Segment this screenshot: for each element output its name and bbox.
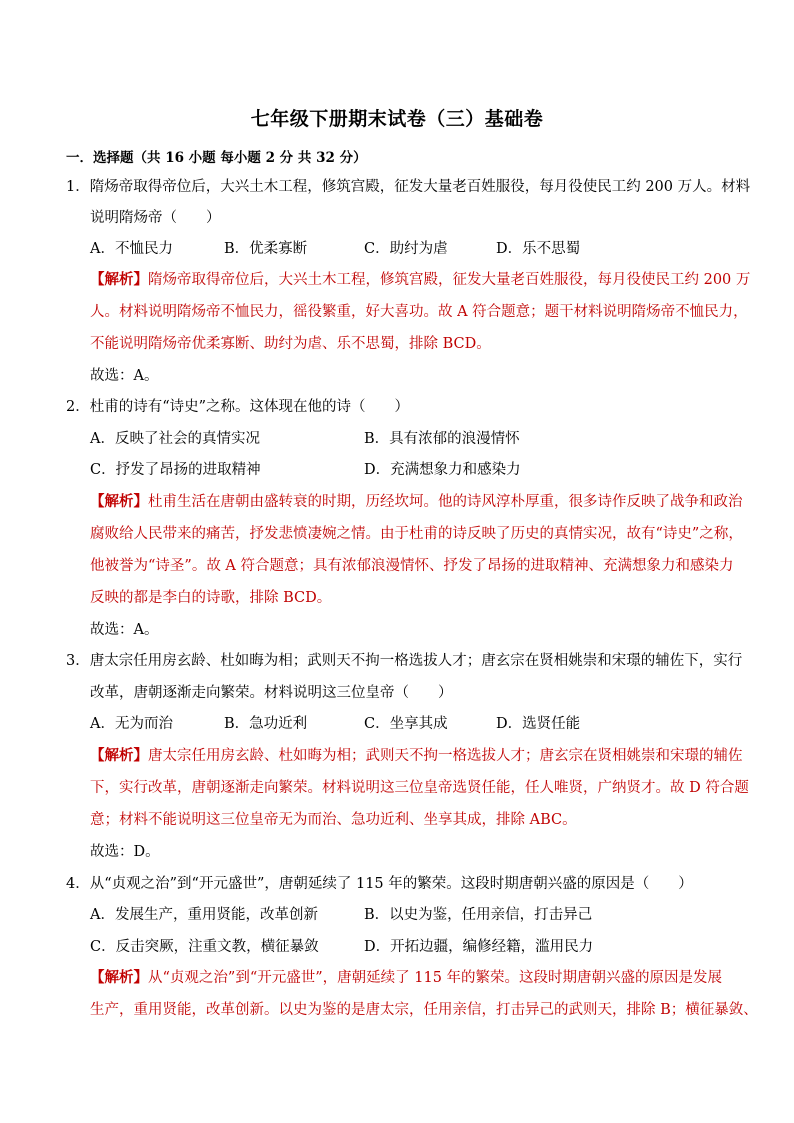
question-3-answer: 故选：D。 — [90, 844, 160, 860]
question-2-option-d: D．充满想象力和感染力 — [364, 462, 521, 478]
question-4-option-b: B．以史为鉴，任用亲信，打击异己 — [364, 907, 593, 923]
question-3-analysis-line-1: 【解析】唐太宗任用房玄龄、杜如晦为相；武则天不拘一格选拔人才；唐玄宗在贤相姚崇和宋璟的辅佐 — [90, 747, 743, 764]
question-4-option-c: C．反击突厥，注重文教，横征暴敛 — [90, 939, 319, 955]
question-3-stem-line-1: 3．唐太宗任用房玄龄、杜如晦为相；武则天不拘一格选拔人才；唐玄宗在贤相姚崇和宋璟的辅佐下，实行 — [66, 653, 743, 669]
section-heading: 一．选择题（共 16 小题 每小题 2 分 共 32 分） — [66, 150, 367, 166]
analysis-tag: 【解析】 — [90, 747, 148, 764]
analysis-tag: 【解析】 — [90, 969, 148, 986]
question-1-stem-line-2: 说明隋炀帝（ ） — [90, 210, 221, 226]
question-3-option-a: A．无为而治 — [90, 716, 173, 732]
question-4-analysis-line-2: 生产，重用贤能，改革创新。以史为鉴的是唐太宗，任用亲信，打击异己的武则天，排除 B；横征暴敛、 — [90, 1002, 758, 1018]
question-1-option-c: C．助纣为虐 — [364, 241, 448, 257]
question-2-stem-line-1: 2．杜甫的诗有“诗史”之称。这体现在他的诗（ ） — [66, 399, 410, 415]
question-3-stem-line-2: 改革，唐朝逐渐走向繁荣。材料说明这三位皇帝（ ） — [90, 685, 453, 701]
question-3-analysis-line-2: 下，实行改革，唐朝逐渐走向繁荣。材料说明这三位皇帝选贤任能，任人唯贤，广纳贤才。故 D 符合题 — [90, 780, 749, 796]
analysis-tag: 【解析】 — [90, 271, 148, 288]
question-1-stem-line-1: 1．隋炀帝取得帝位后，大兴土木工程，修筑宫殿，征发大量老百姓服役，每月役使民工约 200 万人。材料 — [66, 179, 751, 195]
question-1-option-b: B．优柔寡断 — [224, 241, 308, 257]
question-1-analysis-line-2: 人。材料说明隋炀帝不恤民力，徭役繁重，好大喜功。故 A 符合题意；题干材料说明隋炀帝不恤民力， — [90, 304, 748, 320]
question-1-analysis-line-3: 不能说明隋炀帝优柔寡断、助纣为虐、乐不思蜀，排除 BCD。 — [90, 336, 491, 352]
question-2-option-a: A．反映了社会的真情实况 — [90, 431, 260, 447]
question-2-analysis-line-4: 反映的都是李白的诗歌，排除 BCD。 — [90, 590, 332, 606]
question-4-stem-line-1: 4．从“贞观之治”到“开元盛世”，唐朝延续了 115 年的繁荣。这段时期唐朝兴盛的原因是（ ） — [66, 876, 693, 892]
question-1-option-d: D．乐不思蜀 — [496, 241, 581, 257]
question-1-answer: 故选：A。 — [90, 368, 159, 384]
question-1-analysis-line-1: 【解析】隋炀帝取得帝位后，大兴土木工程，修筑宫殿，征发大量老百姓服役，每月役使民工约 200 万 — [90, 271, 751, 288]
page-title: 七年级下册期末试卷（三）基础卷 — [250, 108, 544, 130]
question-2-analysis-line-3: 他被誉为“诗圣”。故 A 符合题意；具有浓郁浪漫情怀、抒发了昂扬的进取精神、充满想象力和感染力 — [90, 558, 734, 574]
analysis-tag: 【解析】 — [90, 493, 148, 510]
question-2-analysis-line-1: 【解析】杜甫生活在唐朝由盛转衰的时期，历经坎坷。他的诗风淳朴厚重，很多诗作反映了战争和政治 — [90, 493, 743, 510]
question-3-analysis-line-3: 意；材料不能说明这三位皇帝无为而治、急功近利、坐享其成，排除 ABC。 — [90, 812, 577, 828]
question-3-option-c: C．坐享其成 — [364, 716, 448, 732]
question-3-option-d: D．选贤任能 — [496, 716, 581, 732]
question-2-answer: 故选：A。 — [90, 622, 159, 638]
question-2-option-c: C．抒发了昂扬的进取精神 — [90, 462, 261, 478]
question-3-option-b: B．急功近利 — [224, 716, 308, 732]
question-1-option-a: A．不恤民力 — [90, 241, 173, 257]
question-4-analysis-line-1: 【解析】从“贞观之治”到“开元盛世”，唐朝延续了 115 年的繁荣。这段时期唐朝兴盛的原因是发展 — [90, 969, 723, 986]
question-4-option-a: A．发展生产，重用贤能，改革创新 — [90, 907, 318, 923]
question-2-analysis-line-2: 腐败给人民带来的痛苦，抒发悲愤凄婉之情。由于杜甫的诗反映了历史的真情实况，故有“诗史”之称， — [90, 526, 743, 542]
question-4-option-d: D．开拓边疆，编修经籍，滥用民力 — [364, 939, 594, 955]
question-2-option-b: B．具有浓郁的浪漫情怀 — [364, 431, 520, 447]
